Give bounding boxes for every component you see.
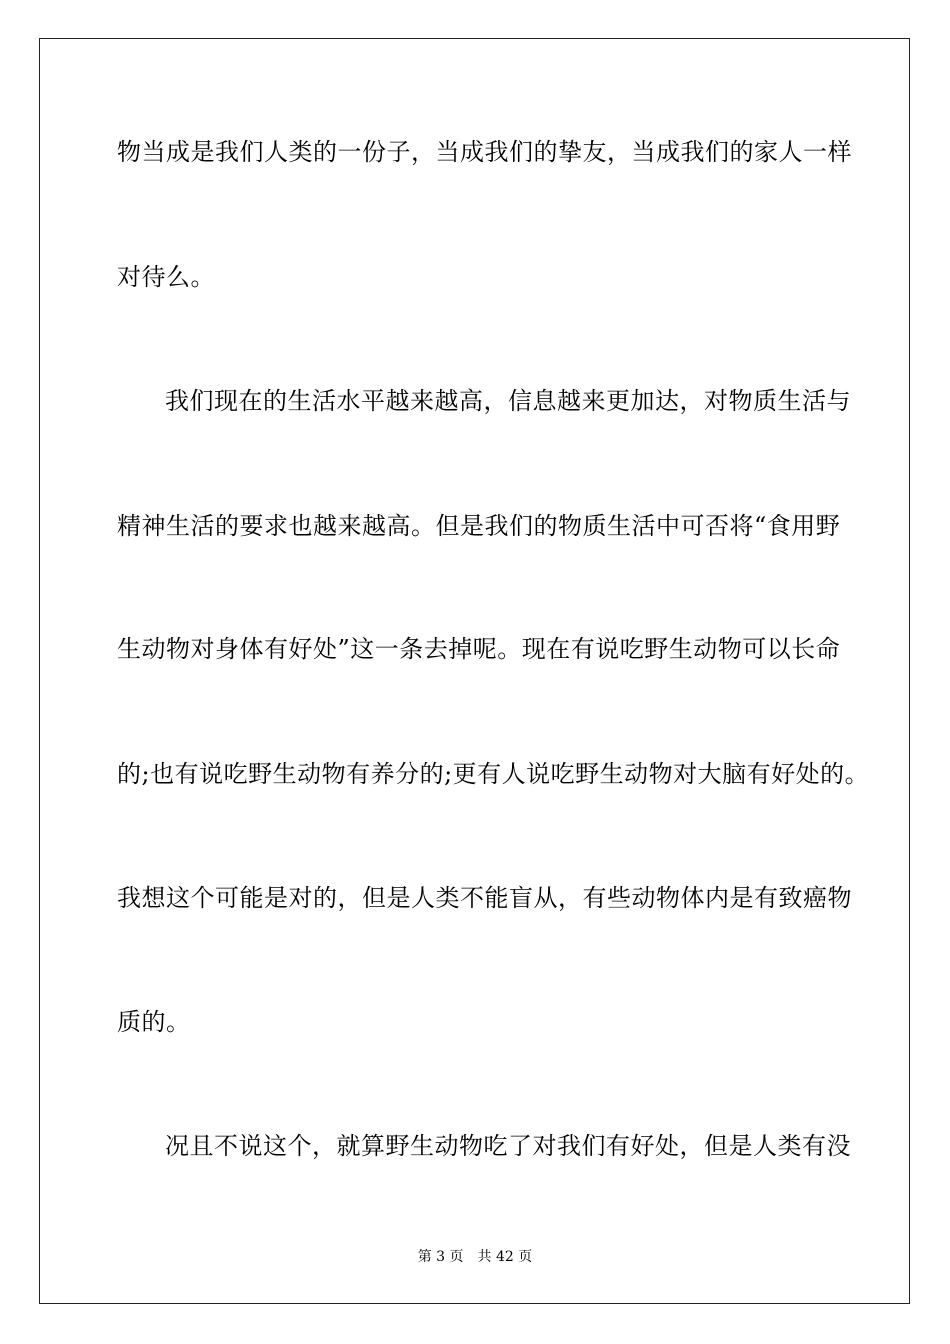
text-line-7: 我想这个可能是对的，但是人类不能盲从，有些动物体内是有致癌物 — [117, 884, 852, 912]
page-total: 共 42 页 — [477, 1249, 533, 1265]
text-line-1: 物当成是我们人类的一份子，当成我们的挚友，当成我们的家人一样 — [117, 138, 852, 166]
text-line-8: 质的。 — [117, 1008, 191, 1036]
text-line-5: 生动物对身体有好处”这一条去掉呢。现在有说吃野生动物可以长命 — [117, 635, 841, 663]
page-footer — [0, 1248, 950, 1266]
text-line-4: 精神生活的要求也越来越高。但是我们的物质生活中可否将“食用野 — [117, 512, 841, 540]
page-border — [39, 38, 910, 1304]
text-line-3: 我们现在的生活水平越来越高，信息越来更加达，对物质生活与 — [165, 387, 851, 415]
text-line-9: 况且不说这个，就算野生动物吃了对我们有好处，但是人类有没 — [165, 1132, 851, 1160]
text-line-2: 对待么。 — [117, 263, 215, 291]
text-line-6: 的;也有说吃野生动物有养分的;更有人说吃野生动物对大脑有好处的。 — [117, 760, 870, 788]
page-number: 第 3 页 — [417, 1249, 464, 1265]
